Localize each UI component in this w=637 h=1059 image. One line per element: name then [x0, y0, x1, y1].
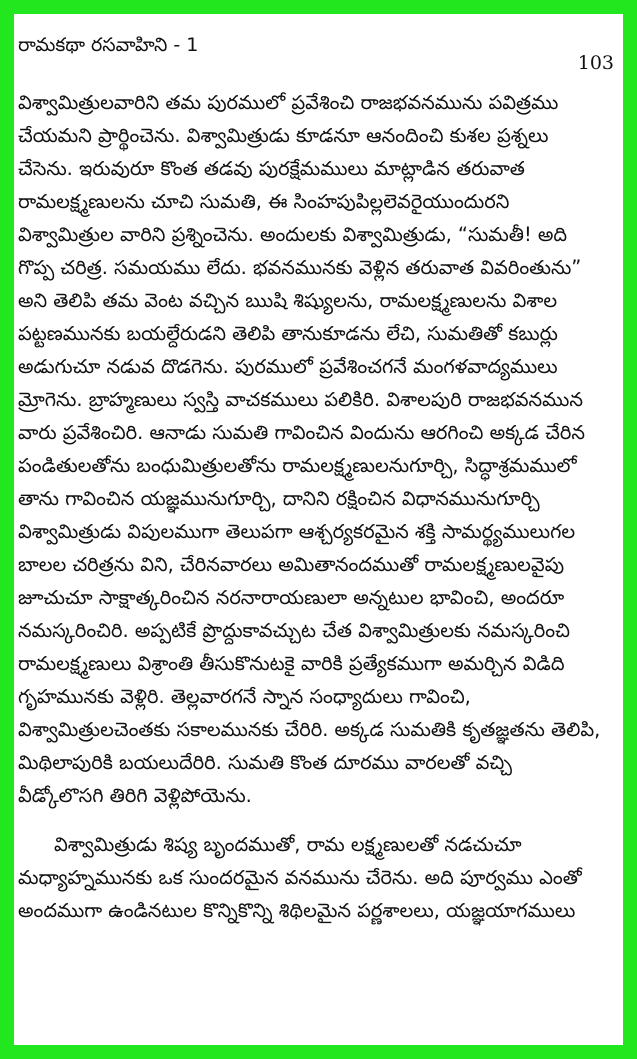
text-line: విశ్వామిత్రులవారిని తమ పురములో ప్రవేశించి రాజభవనమును పవిత్రము [18, 91, 559, 114]
text-line: నమస్కరించిరి. అప్పటికే ప్రొద్దుకావచ్చుట చేత విశ్వామిత్రులకు నమస్కరించి [18, 619, 570, 642]
text-line: చేయమని ప్రార్థించెను. విశ్వామిత్రుడు కూడనూ ఆనందించి కుశల ప్రశ్నలు [18, 124, 549, 147]
text-line: గొప్ప చరిత్ర. సమయము లేదు. భవనమునకు వెళ్లిన తరువాత వివరింతును” [18, 256, 582, 279]
text-line: రామలక్ష్మణులు విశ్రాంతి తీసుకొనుటకై వారికి ప్రత్యేకముగా అమర్చిన విడిది [18, 652, 565, 675]
text-line: మ్రోగెను. బ్రాహ్మణులు స్వస్తి వాచకములు పలికిరి. విశాలపురి రాజభవనమున [18, 388, 583, 411]
body-text [18, 86, 618, 927]
paragraph-2 [18, 828, 618, 927]
text-line: వారు ప్రవేశించిరి. ఆనాడు సుమతి గావించిన విందును ఆరగించి అక్కడ చేరిన [18, 421, 585, 444]
text-line: చేసెను. ఇరువురూ కొంత తడవు పురక్షేమములు మాట్లాడిన తరువాత [18, 157, 525, 180]
text-line: రామలక్ష్మణులను చూచి సుమతి, ఈ సింహపుపిల్లలెవరైయుందురని [18, 190, 510, 213]
text-line: పట్టణమునకు బయల్దేరుడని తెలిపి తానుకూడను లేచి, సుమతితో కబుర్లు [18, 322, 558, 345]
text-line: జూచుచూ సాక్షాత్కరించిన నరనారాయణులా అన్నటుల భావించి, అందరూ [18, 586, 565, 609]
text-line: మధ్యాహ్నమునకు ఒక సుందరమైన వనమును చేరెను. అది పూర్వము ఎంతో [18, 866, 582, 889]
paragraph-gap [18, 812, 618, 828]
text-line: విశ్వామిత్రులచెంతకు సకాలమునకు చేరిరి. అక్కడ సుమతికి కృతజ్ఞతను తెలిపి, [18, 718, 601, 741]
text-line: విశ్వామిత్రుడు శిష్య బృందముతో, రామ లక్ష్మణులతో నడచుచూ [54, 833, 522, 856]
book-page [18, 14, 618, 1044]
text-line: గృహమునకు వెళ్లిరి. తెల్లవారగనే స్నాన సంధ్యాదులు గావించి, [18, 685, 471, 708]
text-line: తాను గావించిన యజ్ఞమునుగూర్చి, దానిని రక్షించిన విధానమునుగూర్చి [18, 487, 540, 510]
text-line: అందముగా ఉండినటుల కొన్నికొన్ని శిథిలమైన పర్ణశాలలు, యజ్ఞయాగములు [18, 899, 576, 922]
text-line: విశ్వామిత్రుడు విపులముగా తెలుపగా ఆశ్చర్యకరమైన శక్తి సామర్థ్యములుగల [18, 520, 576, 543]
page-number: 103 [577, 52, 614, 74]
text-line: విశ్వామిత్రుల వారిని ప్రశ్నించెను. అందులకు విశ్వామిత్రుడు, “సుమతీ! అది [18, 223, 568, 246]
text-line: అని తెలిపి తమ వెంట వచ్చిన ఋషి శిష్యులను, రామలక్ష్మణులను విశాల [18, 289, 558, 312]
text-line: పండితులతోను బంధుమిత్రులతోను రామలక్ష్మణులనుగూర్చి, సిద్ధాశ్రమములో [18, 454, 577, 477]
paragraph-1 [18, 86, 618, 812]
text-line: అడుగుచూ నడువ దొడగెను. పురములో ప్రవేశించగనే మంగళవాద్యములు [18, 355, 558, 378]
text-line: బాలల చరిత్రను విని, చేరినవారలు అమితానందముతో రామలక్ష్మణులవైపు [18, 553, 565, 576]
running-title: రామకథా రసవాహిని - 1 [18, 34, 199, 56]
text-line: మిథిలాపురికి బయలుదేరిరి. సుమతి కొంత దూరము వారలతో వచ్చి [18, 751, 513, 774]
text-line: వీడ్కోలొసగి తిరిగి వెళ్లిపోయెను. [18, 784, 252, 807]
